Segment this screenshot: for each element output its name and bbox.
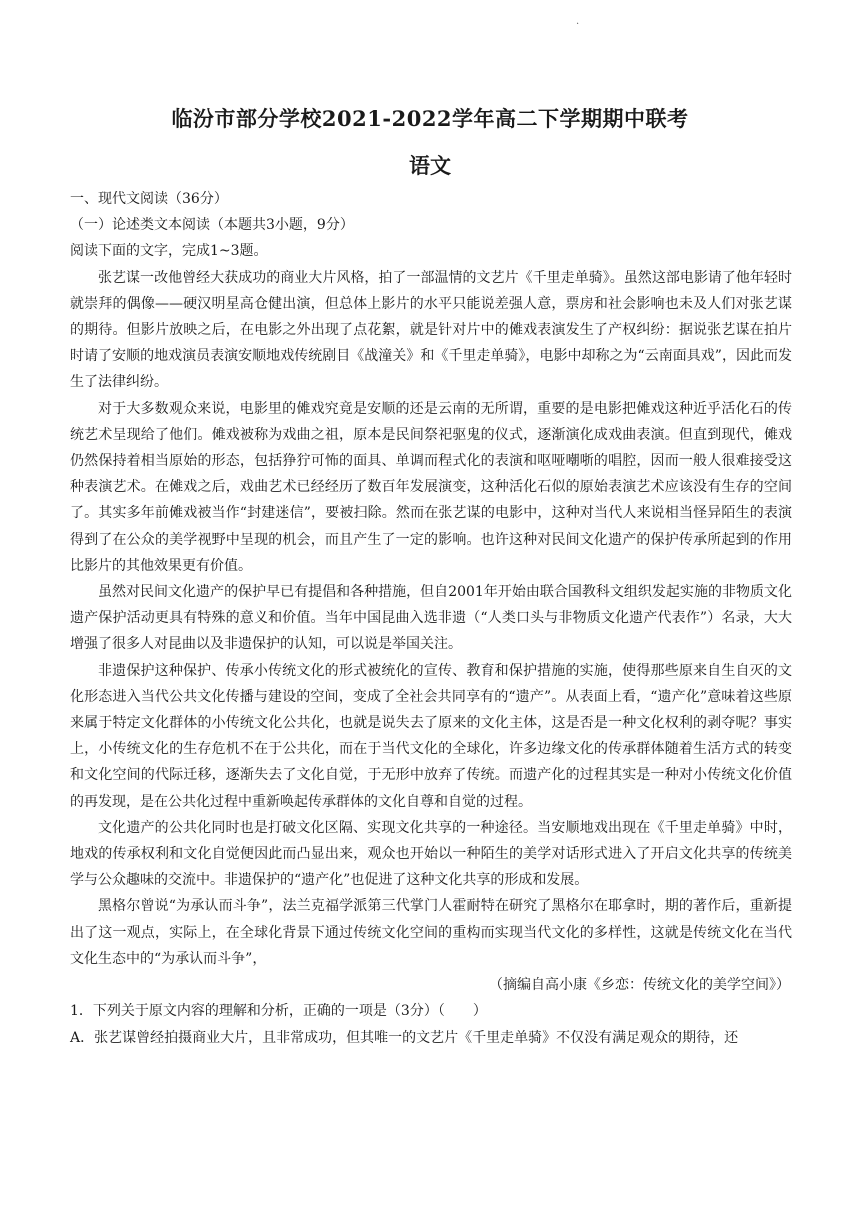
- passage-paragraph-1: 张艺谋一改他曾经大获成功的商业大片风格，拍了一部温情的文艺片《千里走单骑》。虽然这部电影请了他年轻时就崇拜的偶像——硬汉明星高仓健出演，但总体上影片的水平只能说差强人意，票房和社会影响也未及人们对张艺谋的期待。但影片放映之后，在电影之外出现了点花絮，就是针对片中的傩戏表演发生了产权纠纷：据说张艺谋在拍片时请了安顺的地戏演员表演安顺地戏传统剧目《战潼关》和《千里走单骑》，电影中却称之为“云南面具戏”，因此而发生了法律纠纷。: [70, 269, 792, 391]
- section-heading: 一、现代文阅读（36分）: [70, 191, 228, 207]
- passage-paragraph-6: 黑格尔曾说“为承认而斗争”，法兰克福学派第三代掌门人霍耐特在研究了黑格尔在耶拿时，期的著作后，重新提出了这一观点，实际上，在全球化背景下通过传统文化空间的重构而实现当代文化的多样性，这就是传统文化在当代文化生态中的“为承认而斗争”，: [70, 898, 792, 967]
- reading-instruction: 阅读下面的文字，完成1~3题。: [70, 243, 268, 260]
- section-subheading: （一）论述类文本阅读（本题共3小题，9分）: [70, 217, 354, 234]
- passage-paragraph-4: 非遗保护这种保护、传承小传统文化的形式被统化的宣传、教育和保护措施的实施，使得那些原来自生自灭的文化形态进入当代公共文化传播与建设的空间，变成了全社会共同享有的“遗产”。从表面上看，“遗产化”意味着这些原来属于特定文化群体的小传统文化公共化，也就是说失去了原来的文化主体，这是否是一种文化权利的剥夺呢？事实上，小传统文化的生存危机不在于公共化，而在于当代文化的全球化，许多边缘文化的传承群体随着生活方式的转变和文化空间的代际迁移，逐渐失去了文化自觉，于无形中放弃了传统。而遗产化的过程其实是一种对小传统文化价值的再发现，是在公共化过程中重新唤起传承群体的文化自尊和自觉的过程。: [70, 662, 792, 810]
- question-1-stem: 1．下列关于原文内容的理解和分析，正确的一项是（3分）（ ）: [70, 1003, 487, 1020]
- exam-content: [70, 186, 792, 1051]
- question-1-option-a: A．张艺谋曾经拍摄商业大片，且非常成功，但其唯一的文艺片《千里走单骑》不仅没有满足观众的期待，还: [70, 1029, 739, 1046]
- passage-paragraph-5: 文化遗产的公共化同时也是打破文化区隔、实现文化共享的一种途径。当安顺地戏出现在《千里走单骑》中时，地戏的传承权利和文化自觉便因此而凸显出来，观众也开始以一种陌生的美学对话形式进入了开启文化共享的传统美学与公众趣味的交流中。非遗保护的“遗产化”也促进了这种文化共享的形成和发展。: [70, 819, 792, 889]
- subject-title: 语文: [409, 153, 451, 178]
- exam-title: 临汾市部分学校2021-2022学年高二下学期期中联考: [171, 106, 689, 131]
- header-mark: .: [576, 16, 580, 27]
- passage-paragraph-2: 对于大多数观众来说，电影里的傩戏究竟是安顺的还是云南的无所谓，重要的是电影把傩戏这种近乎活化石的传统艺术呈现给了他们。傩戏被称为戏曲之祖，原本是民间祭祀驱鬼的仪式，逐渐演化成戏曲表演。但直到现代，傩戏仍然保持着相当原始的形态，包括狰狞可怖的面具、单调而程式化的表演和呕哑嘲哳的唱腔，因而一般人很难接受这种表演艺术。在傩戏之后，戏曲艺术已经经历了数百年发展演变，这种活化石似的原始表演艺术应该没有生存的空间了。其实多年前傩戏被当作“封建迷信”，要被扫除。然而在张艺谋的电影中，这种对当代人来说相当怪异陌生的表演得到了在公众的美学视野中呈现的机会，而且产生了一定的影响。也许这种对民间文化遗产的保护传承所起到的作用比影片的其他效果更有价值。: [70, 400, 792, 574]
- passage-paragraph-3: 虽然对民间文化遗产的保护早已有提倡和各种措施，但自2001年开始由联合国教科文组织发起实施的非物质文化遗产保护活动更具有特殊的意义和价值。当年中国昆曲入选非遗（“人类口头与非物质文化遗产代表作”）名录，大大增强了很多人对昆曲以及非遗保护的认知，可以说是举国关注。: [70, 584, 792, 653]
- passage-source: （摘编自高小康《乡恋：传统文化的美学空间》）: [489, 977, 790, 994]
